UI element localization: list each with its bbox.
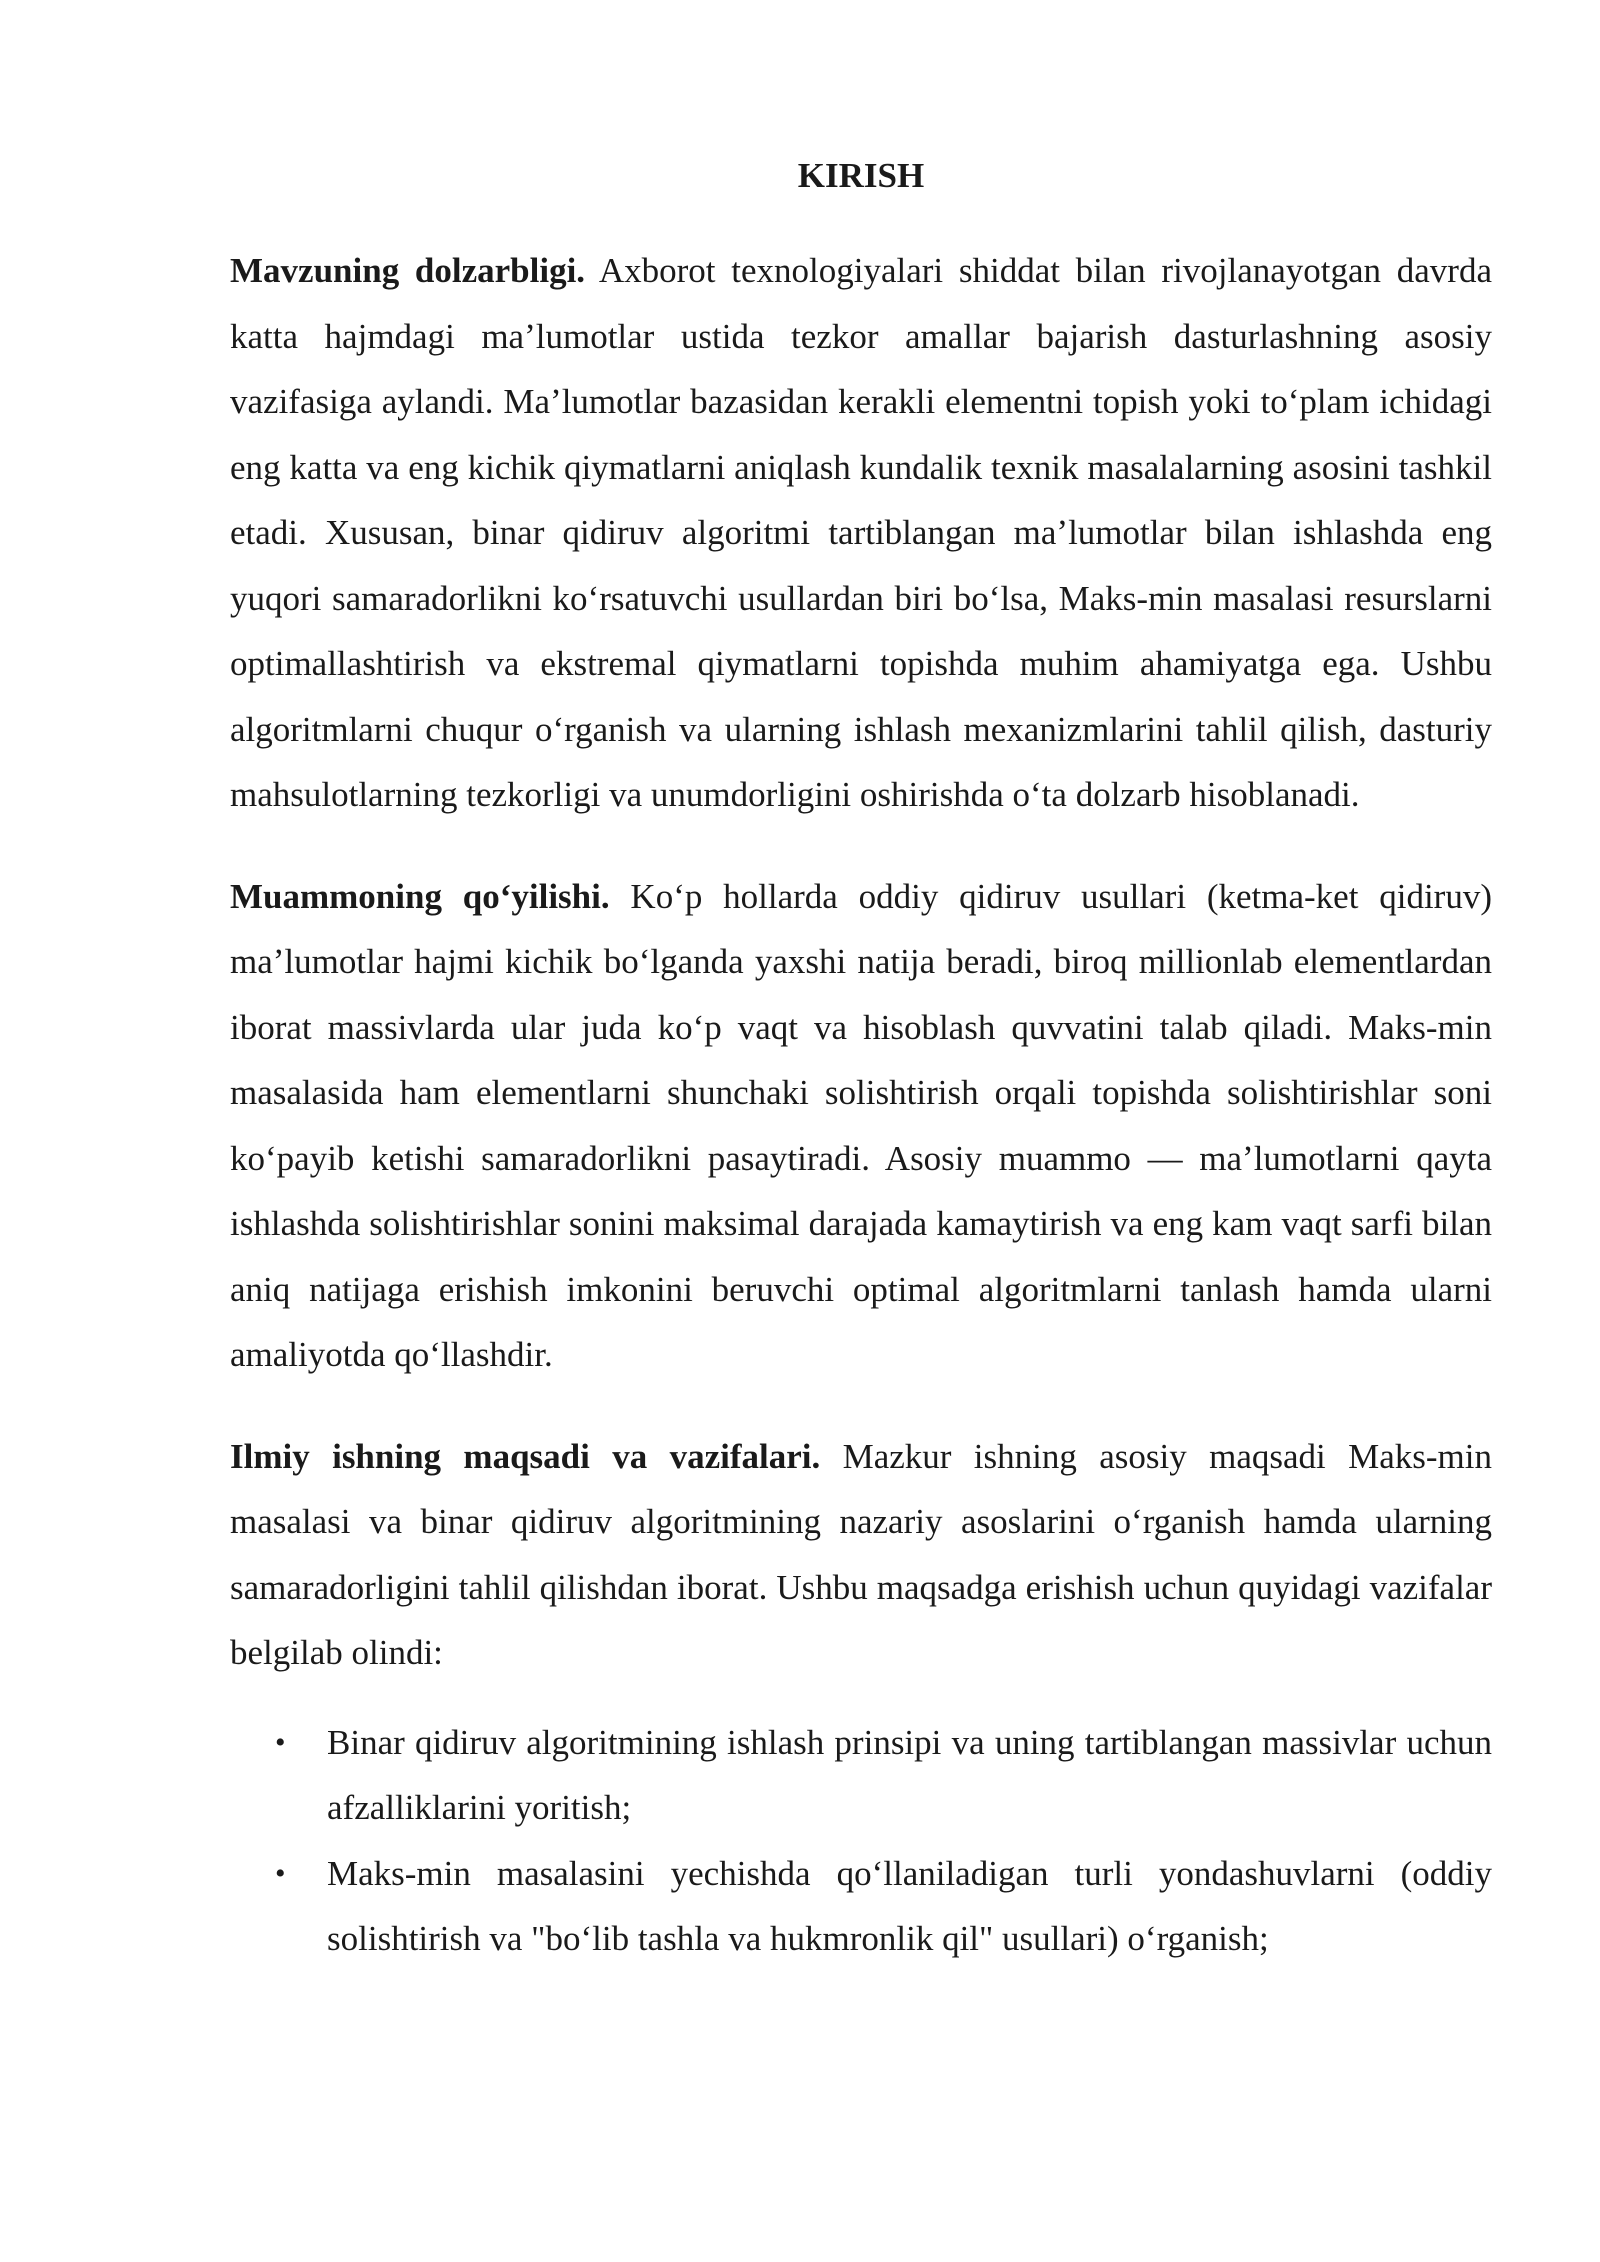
section-goals [230,1424,1492,1686]
list-item [230,1841,1492,1972]
section-problem-text: Koʻp hollarda oddiy qidiruv usullari (ketma-ket qidiruv) maʼlumotlar hajmi kichik boʻlganda yaxshi natija beradi, biroq millionlab elementlardan iborat massivlarda ular juda koʻp vaqt va hisoblash quvvatini talab qiladi. Maks-min masalasida ham elementlarni shunchaki solishtirish orqali topishda solishtirishlar soni koʻpayib ketishi samaradorlikni pasaytiradi. Asosiy muammo — maʼlumotlarni qayta ishlashda solishtirishlar sonini maksimal darajada kamaytirish va eng kam vaqt sarfi bilan aniq natijaga erishish imkonini beruvchi optimal algoritmlarni tanlash hamda ularni amaliyotda qoʻllashdir. [230,876,1492,1374]
bullet-icon: • [275,1725,286,1759]
section-relevance [230,238,1492,828]
section-problem [230,864,1492,1388]
section-goals-text: Mazkur ishning asosiy maqsadi Maks-min masalasi va binar qidiruv algoritmining nazariy asoslarini oʻrganish hamda ularning samaradorligini tahlil qilishdan iborat. Ushbu maqsadga erishish uchun quyidagi vazifalar belgilab olindi: [230,1436,1492,1672]
task-text: Binar qidiruv algoritmining ishlash prinsipi va uning tartiblangan massivlar uchun afzalliklarini yoritish; [327,1722,1492,1827]
task-list [230,1710,1492,1972]
list-item [230,1710,1492,1841]
section-problem-heading: Muammoning qoʻyilishi. [230,876,610,916]
section-goals-heading: Ilmiy ishning maqsadi va vazifalari. [230,1436,821,1476]
task-text: Maks-min masalasini yechishda qoʻllaniladigan turli yondashuvlarni (oddiy solishtirish va "boʻlib tashla va hukmronlik qil" usullari) oʻrganish; [327,1853,1492,1958]
section-relevance-heading: Mavzuning dolzarbligi. [230,251,586,290]
section-relevance-text: Axborot texnologiyalari shiddat bilan rivojlanayotgan davrda katta hajmdagi maʼlumotlar ustida tezkor amallar bajarish dasturlashning asosiy vazifasiga aylandi. Maʼlumotlar bazasidan kerakli elementni topish yoki toʻplam ichidagi eng katta va eng kichik qiymatlarni aniqlash kundalik texnik masalalarning asosini tashkil etadi. Xususan, binar qidiruv algoritmi tartiblangan maʼlumotlar bilan ishlashda eng yuqori samaradorlikni koʻrsatuvchi usullardan biri boʻlsa, Maks-min masalasi resurslarni optimallashtirish va ekstremal qiymatlarni topishda muhim ahamiyatga ega. Ushbu algoritmlarni chuqur oʻrganish va ularning ishlash mexanizmlarini tahlil qilish, dasturiy mahsulotlarning tezkorligi va unumdorligini oshirishda oʻta dolzarb hisoblanadi. [230,251,1492,814]
page-title: KIRISH [797,156,925,195]
bullet-icon: • [275,1856,286,1890]
page-content [230,148,1492,1972]
